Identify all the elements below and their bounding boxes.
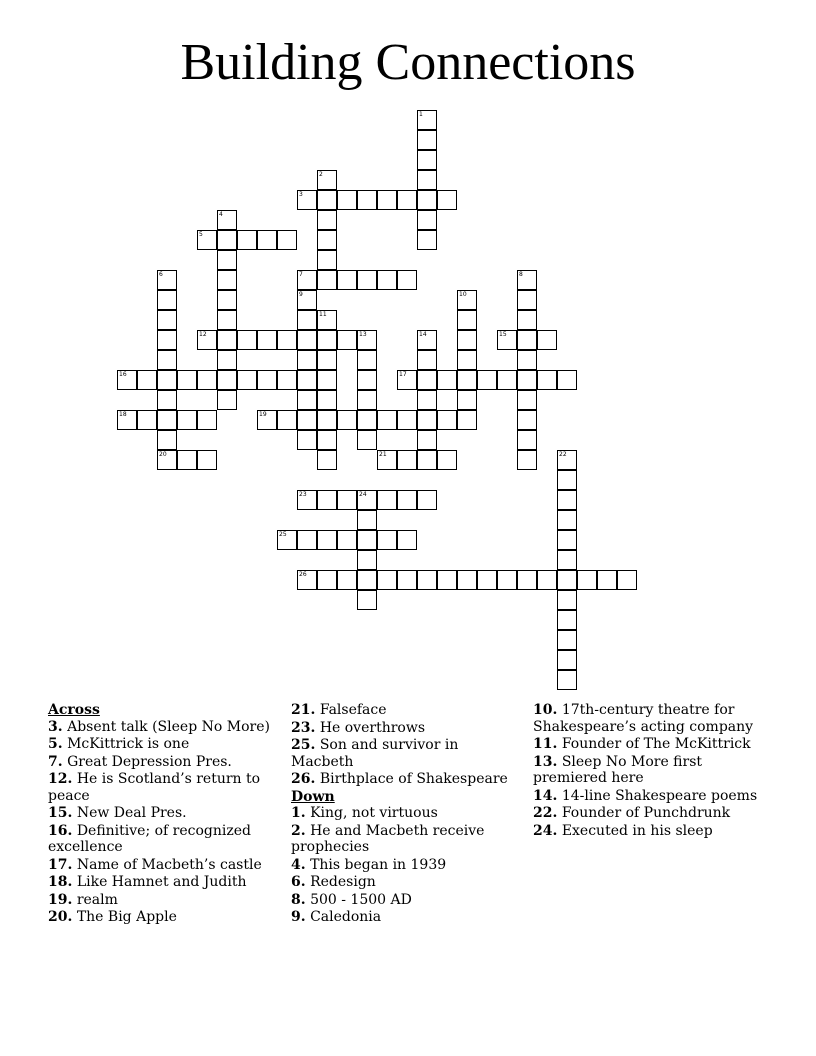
down-clue [533,805,773,822]
grid-cell[interactable] [157,430,177,450]
across-clue [48,874,288,891]
grid-cell[interactable] [317,210,337,230]
grid-cell[interactable] [397,450,417,470]
grid-cell[interactable] [417,450,437,470]
grid-cell[interactable] [377,450,397,470]
clue-number: 13. [533,753,558,770]
grid-cell[interactable] [317,310,337,330]
grid-cell[interactable] [457,310,477,330]
grid-cell[interactable] [497,330,517,350]
grid-cell[interactable] [317,350,337,370]
clue-text: He and Macbeth receive prophecies [291,822,485,855]
grid-cell[interactable] [577,570,597,590]
clue-number: 17. [48,856,73,873]
clue-number: 23. [291,719,316,736]
grid-cell[interactable] [357,330,377,350]
grid-cell[interactable] [537,370,557,390]
grid-cell[interactable] [277,530,297,550]
grid-cell[interactable] [397,490,417,510]
clue-number: 20. [48,909,73,925]
grid-cell[interactable] [457,290,477,310]
clue-number: 7. [48,753,63,770]
grid-cell[interactable] [417,130,437,150]
across-clue [291,771,521,788]
grid-cell[interactable] [177,410,197,430]
cell-number: 19 [259,411,267,418]
grid-cell[interactable] [557,490,577,510]
grid-cell[interactable] [417,350,437,370]
across-clue [48,823,288,856]
grid-cell[interactable] [617,570,637,590]
grid-cell[interactable] [237,330,257,350]
grid-cell[interactable] [557,550,577,570]
grid-cell[interactable] [417,110,437,130]
down-clue [533,702,773,735]
across-header: Across [48,702,100,718]
grid-cell[interactable] [157,290,177,310]
grid-cell[interactable] [297,570,317,590]
grid-cell[interactable] [377,190,397,210]
grid-cell[interactable] [557,650,577,670]
grid-cell[interactable] [457,570,477,590]
grid-cell[interactable] [117,370,137,390]
cell-number: 20 [159,451,167,458]
grid-cell[interactable] [357,530,377,550]
grid-cell[interactable] [157,410,177,430]
clue-number: 19. [48,891,73,908]
cell-number: 2 [319,171,323,178]
grid-cell[interactable] [377,490,397,510]
grid-cell[interactable] [217,250,237,270]
grid-cell[interactable] [137,370,157,390]
across-clue [48,754,288,771]
grid-cell[interactable] [317,390,337,410]
grid-cell[interactable] [417,370,437,390]
clue-number: 10. [533,702,558,718]
grid-cell[interactable] [297,330,317,350]
grid-cell[interactable] [557,470,577,490]
across-clue [291,720,521,737]
grid-cell[interactable] [217,270,237,290]
grid-cell[interactable] [277,230,297,250]
cell-number: 18 [119,411,127,418]
grid-cell[interactable] [157,370,177,390]
grid-cell[interactable] [477,570,497,590]
clue-text: Redesign [310,874,376,890]
down-clue [291,892,521,909]
grid-cell[interactable] [437,450,457,470]
grid-cell[interactable] [317,270,337,290]
grid-cell[interactable] [257,410,277,430]
clue-text: 500 - 1500 AD [310,891,412,908]
across-clue [291,737,521,770]
across-clue [48,771,288,804]
grid-cell[interactable] [357,510,377,530]
grid-cell[interactable] [257,230,277,250]
grid-cell[interactable] [317,450,337,470]
cell-number: 24 [359,491,367,498]
cell-number: 3 [299,191,303,198]
grid-cell[interactable] [157,350,177,370]
grid-cell[interactable] [517,270,537,290]
grid-cell[interactable] [337,530,357,550]
down-clue [533,736,773,753]
grid-cell[interactable] [517,430,537,450]
grid-cell[interactable] [517,310,537,330]
across-clue [48,805,288,822]
grid-cell[interactable] [417,570,437,590]
grid-cell[interactable] [337,190,357,210]
grid-cell[interactable] [317,250,337,270]
clue-text: This began in 1939 [310,856,447,873]
clue-text: Caledonia [310,909,382,925]
grid-cell[interactable] [277,410,297,430]
grid-cell[interactable] [317,170,337,190]
grid-cell[interactable] [417,490,437,510]
grid-cell[interactable] [537,330,557,350]
grid-cell[interactable] [457,330,477,350]
grid-cell[interactable] [257,330,277,350]
clue-text: realm [76,891,118,908]
grid-cell[interactable] [217,330,237,350]
grid-cell[interactable] [217,370,237,390]
grid-cell[interactable] [297,270,317,290]
grid-cell[interactable] [197,370,217,390]
grid-cell[interactable] [177,370,197,390]
grid-cell[interactable] [217,210,237,230]
clue-number: 8. [291,891,306,908]
cell-number: 23 [299,491,307,498]
clue-number: 14. [533,787,558,804]
grid-cell[interactable] [477,370,497,390]
clue-text: King, not virtuous [310,805,438,821]
grid-cell[interactable] [397,190,417,210]
grid-cell[interactable] [377,530,397,550]
down-clue [291,823,521,856]
grid-cell[interactable] [457,370,477,390]
grid-cell[interactable] [417,230,437,250]
clue-text: Founder of Punchdrunk [561,805,731,821]
clue-text: Founder of The McKittrick [561,736,751,752]
grid-cell[interactable] [537,570,557,590]
grid-cell[interactable] [517,570,537,590]
grid-cell[interactable] [297,390,317,410]
grid-cell[interactable] [357,570,377,590]
grid-cell[interactable] [217,350,237,370]
across-clue [48,736,288,753]
grid-cell[interactable] [557,570,577,590]
cell-number: 11 [319,311,327,318]
cell-number: 4 [219,211,223,218]
clue-column-3 [533,702,773,840]
cell-number: 1 [419,111,423,118]
grid-cell[interactable] [417,170,437,190]
down-clue [291,909,521,926]
grid-cell[interactable] [457,390,477,410]
puzzle-title: Building Connections [180,34,636,91]
grid-cell[interactable] [357,350,377,370]
clue-text: McKittrick is one [67,736,190,752]
grid-cell[interactable] [557,590,577,610]
grid-cell[interactable] [297,410,317,430]
grid-cell[interactable] [297,430,317,450]
cell-number: 21 [379,451,387,458]
clue-text: 14-line Shakespeare poems [561,787,758,804]
grid-cell[interactable] [157,390,177,410]
grid-cell[interactable] [217,290,237,310]
down-clue [291,874,521,891]
grid-cell[interactable] [337,270,357,290]
grid-cell[interactable] [557,530,577,550]
grid-cell[interactable] [397,570,417,590]
grid-cell[interactable] [357,410,377,430]
clue-number: 15. [48,805,73,821]
cell-number: 25 [279,531,287,538]
grid-cell[interactable] [137,410,157,430]
cell-number: 26 [299,571,307,578]
grid-cell[interactable] [177,450,197,470]
grid-cell[interactable] [517,390,537,410]
grid-cell[interactable] [317,570,337,590]
clue-text: Executed in his sleep [561,822,713,839]
grid-cell[interactable] [437,190,457,210]
cell-number: 12 [199,331,207,338]
grid-cell[interactable] [437,410,457,430]
grid-cell[interactable] [237,230,257,250]
clue-number: 1. [291,805,306,821]
grid-cell[interactable] [297,490,317,510]
cell-number: 10 [459,291,467,298]
clue-number: 4. [291,856,306,873]
grid-cell[interactable] [117,410,137,430]
grid-cell[interactable] [317,370,337,390]
grid-cell[interactable] [357,590,377,610]
grid-cell[interactable] [417,390,437,410]
grid-cell[interactable] [397,530,417,550]
grid-cell[interactable] [337,410,357,430]
clue-text: Great Depression Pres. [67,753,232,770]
grid-cell[interactable] [397,370,417,390]
grid-cell[interactable] [597,570,617,590]
grid-cell[interactable] [157,310,177,330]
grid-cell[interactable] [397,410,417,430]
down-clue [533,754,773,787]
grid-cell[interactable] [197,330,217,350]
grid-cell[interactable] [417,330,437,350]
grid-cell[interactable] [417,430,437,450]
grid-cell[interactable] [377,570,397,590]
grid-cell[interactable] [337,570,357,590]
down-clue [291,805,521,822]
cell-number: 9 [299,291,303,298]
grid-cell[interactable] [317,230,337,250]
clue-text: New Deal Pres. [76,805,187,821]
grid-cell[interactable] [317,430,337,450]
cell-number: 15 [499,331,507,338]
cell-number: 16 [119,371,127,378]
grid-cell[interactable] [237,370,257,390]
grid-cell[interactable] [317,330,337,350]
grid-cell[interactable] [497,370,517,390]
down-header: Down [291,788,335,805]
cell-number: 14 [419,331,427,338]
grid-cell[interactable] [297,370,317,390]
grid-cell[interactable] [417,210,437,230]
clue-text: He is Scotland’s return to peace [48,771,261,804]
grid-cell[interactable] [517,290,537,310]
across-clue [48,892,288,909]
clue-text: He overthrows [319,719,426,736]
grid-cell[interactable] [517,350,537,370]
clue-text: Son and survivor in Macbeth [291,737,459,770]
grid-cell[interactable] [357,390,377,410]
grid-cell[interactable] [397,270,417,290]
clue-text: Absent talk (Sleep No More) [67,718,270,735]
grid-cell[interactable] [197,450,217,470]
grid-cell[interactable] [437,370,457,390]
cell-number: 17 [399,371,407,378]
down-clue [533,788,773,805]
grid-cell[interactable] [297,290,317,310]
clue-number: 5. [48,736,63,752]
grid-cell[interactable] [557,610,577,630]
cell-number: 7 [299,271,303,278]
across-clue [48,857,288,874]
grid-cell[interactable] [257,370,277,390]
across-clue [291,702,521,719]
clue-text: Like Hamnet and Judith [76,874,247,890]
clue-number: 6. [291,874,306,890]
grid-cell[interactable] [437,570,457,590]
cell-number: 13 [359,331,367,338]
grid-cell[interactable] [317,530,337,550]
clue-text: 17th-century theatre for Shakespeare’s acting company [533,702,754,735]
grid-cell[interactable] [557,450,577,470]
clue-number: 18. [48,874,73,890]
grid-cell[interactable] [157,330,177,350]
grid-cell[interactable] [517,330,537,350]
clue-number: 12. [48,771,73,787]
clue-text: Falseface [319,702,387,718]
grid-cell[interactable] [157,450,177,470]
grid-cell[interactable] [417,150,437,170]
grid-cell[interactable] [317,410,337,430]
grid-cell[interactable] [417,410,437,430]
cell-number: 5 [199,231,203,238]
down-clue [291,857,521,874]
grid-cell[interactable] [297,350,317,370]
clue-column-1 [48,702,288,927]
grid-cell[interactable] [557,630,577,650]
clue-number: 26. [291,771,316,787]
grid-cell[interactable] [337,490,357,510]
clue-number: 25. [291,737,316,753]
grid-cell[interactable] [517,410,537,430]
clue-text: Sleep No More first premiered here [533,753,703,786]
grid-cell[interactable] [377,270,397,290]
clue-number: 11. [533,736,558,752]
clue-number: 16. [48,822,73,839]
grid-cell[interactable] [357,550,377,570]
clue-text: The Big Apple [76,909,177,925]
grid-cell[interactable] [357,370,377,390]
grid-cell[interactable] [297,310,317,330]
grid-cell[interactable] [197,230,217,250]
grid-cell[interactable] [217,230,237,250]
clue-text: Birthplace of Shakespeare [319,771,508,787]
grid-cell[interactable] [357,270,377,290]
cell-number: 8 [519,271,523,278]
across-clue [48,719,288,736]
grid-cell[interactable] [377,410,397,430]
down-clue [533,823,773,840]
grid-cell[interactable] [457,350,477,370]
clue-number: 2. [291,822,306,839]
grid-cell[interactable] [277,370,297,390]
cell-number: 22 [559,451,567,458]
across-clue [48,909,288,926]
grid-cell[interactable] [297,190,317,210]
grid-cell[interactable] [297,530,317,550]
grid-cell[interactable] [557,370,577,390]
grid-cell[interactable] [357,190,377,210]
grid-cell[interactable] [317,490,337,510]
grid-cell[interactable] [357,490,377,510]
grid-cell[interactable] [517,370,537,390]
clue-number: 9. [291,909,306,925]
grid-cell[interactable] [457,410,477,430]
cell-number: 6 [159,271,163,278]
clue-number: 22. [533,805,558,821]
grid-cell[interactable] [417,190,437,210]
clue-column-2 [291,702,521,927]
grid-cell[interactable] [317,190,337,210]
grid-cell[interactable] [557,670,577,690]
grid-cell[interactable] [217,310,237,330]
grid-cell[interactable] [497,570,517,590]
clue-number: 21. [291,702,316,718]
clue-text: Definitive; of recognized excellence [48,822,252,855]
grid-cell[interactable] [517,450,537,470]
grid-cell[interactable] [557,510,577,530]
clue-number: 3. [48,718,63,735]
grid-cell[interactable] [197,410,217,430]
grid-cell[interactable] [357,430,377,450]
grid-cell[interactable] [217,390,237,410]
grid-cell[interactable] [337,330,357,350]
clue-text: Name of Macbeth’s castle [76,856,262,873]
grid-cell[interactable] [157,270,177,290]
clue-number: 24. [533,822,558,839]
grid-cell[interactable] [277,330,297,350]
